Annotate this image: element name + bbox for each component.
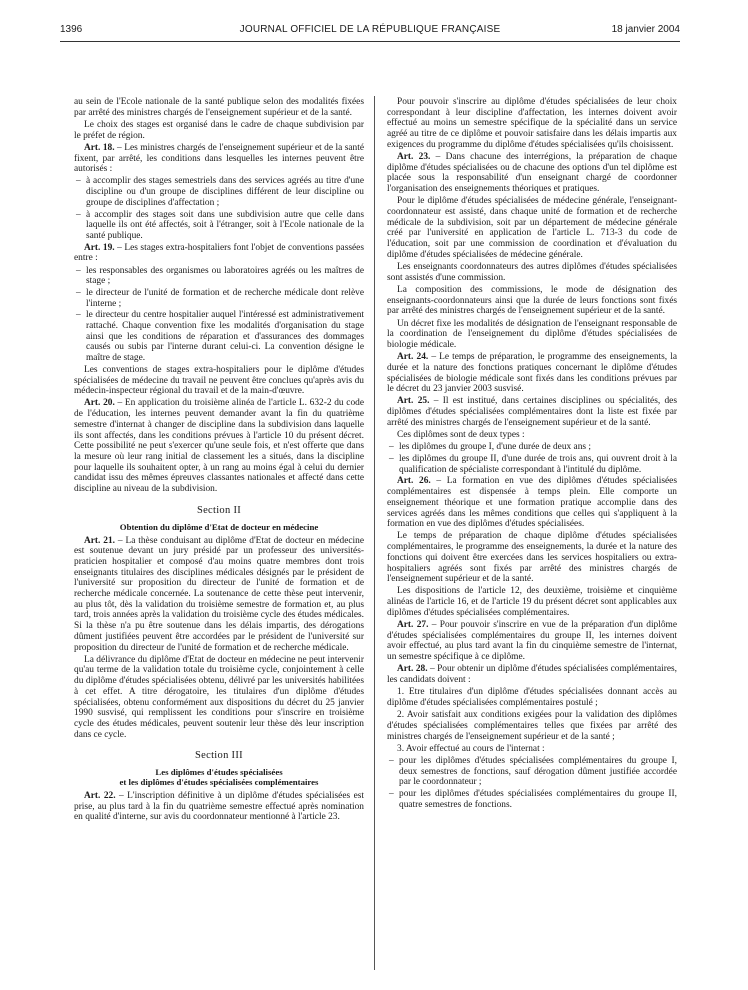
article-text: – Les ministres chargés de l'enseignement supérieur et de la santé fixent, par arrêté, les conditions dans lesquelles les internes peuvent être autorisés :	[74, 142, 364, 175]
article-label: Art. 23.	[397, 152, 431, 163]
article-label: Art. 27.	[397, 620, 429, 631]
article-28	[387, 664, 677, 685]
article-label: Art. 18.	[84, 142, 115, 153]
paragraph: Le choix des stages est organisé dans le cadre de chaque subdivision par le préfet de région.	[74, 119, 364, 141]
section-heading: Section II	[196, 504, 242, 516]
article-text: – Le temps de préparation, le programme des enseignements, la durée et la nature des fonctions pratiques concernant le diplôme d'études spécialisées de biologie médicale sont fixés dans les conditions prévues par le décret du 23 janvier 2003 susvisé.	[387, 352, 677, 395]
list-item: – les diplômes du groupe I, d'une durée de deux ans ;	[389, 442, 592, 453]
list-item-text: pour les diplômes d'études spécialisées complémentaires du groupe II, quatre semestres de fonctions.	[399, 789, 677, 810]
list-item: – les responsables des organismes ou laboratoires agréés ou les maîtres de stage ;	[76, 265, 364, 287]
article-label: Art. 21.	[84, 535, 116, 546]
paragraph: 1. Etre titulaires d'un diplôme d'études spécialisées donnant accès au diplôme d'études spécialisées complémentaires postulé ;	[387, 687, 677, 708]
article-24	[387, 352, 677, 395]
article-27	[387, 620, 677, 663]
article-text: – Dans chacune des interrégions, la préparation de chaque diplôme d'études spécialisées ou de chacune des options d'un tel diplôme est placée sous la responsabilité d'un enseignant chargé de coordonner l'organisation des enseignements théoriques et pratiques.	[387, 152, 677, 195]
article-label: Art. 28.	[397, 664, 428, 675]
list-item: – pour les diplômes d'études spécialisées complémentaires du groupe II, quatre semestres de fonctions.	[389, 789, 677, 810]
article-label: Art. 24.	[397, 352, 429, 363]
list-item: – à accomplir des stages soit dans une subdivision autre que celle dans laquelle ils ont été affectés, soit à l'étranger, soit à l'Ecole nationale de la santé publique.	[76, 209, 364, 241]
article-20	[74, 398, 364, 494]
list-item: – le directeur de l'unité de formation et de recherche médicale dont relève l'interne ;	[76, 287, 364, 309]
list-item-text: pour les diplômes d'études spécialisées complémentaires du groupe I, deux semestres de fonctions, sauf dérogation dûment justifiée accordée par le coordonnateur ;	[399, 755, 677, 788]
list-item-text: à accomplir des stages soit dans une subdivision autre que celle dans laquelle ils ont été affectés, soit à l'étranger, soit à l'Ecole nationale de la santé publique.	[86, 209, 364, 241]
journal-title: JOURNAL OFFICIEL DE LA RÉPUBLIQUE FRANÇAISE	[239, 24, 501, 35]
article-23	[387, 152, 677, 195]
paragraph: Pour le diplôme d'études spécialisées de médecine générale, l'enseignant-coordonnateur est assisté, dans chaque unité de formation et de recherche médicale de la subdivision, soit par un département de médecine générale créé par l'université en application de l'article L. 713-3 du code de l'éducation, soit par une commission de coordination et d'évaluation du diplôme d'études spécialisées de médecine générale.	[387, 196, 677, 260]
article-label: Art. 20.	[84, 398, 115, 409]
paragraph: Les conventions de stages extra-hospitaliers pour le diplôme d'études spécialisées de médecine du travail ne peuvent être conclues qu'après avis du médecin-inspecteur régional du travail et de la main-d'œuvre.	[74, 364, 364, 397]
paragraph: Les enseignants coordonnateurs des autres diplômes d'études spécialisées sont assistés d'une commission.	[387, 262, 677, 283]
article-text: – La thèse conduisant au diplôme d'Etat de docteur en médecine est soutenue devant un jury présidé par un professeur des universités-praticien hospitalier et composé d'au moins quatre membres dont trois enseignants titulaires des disciplines médicales désignés par le président de l'université sur proposition du directeur de l'unité de formation et de recherche médicale concernée. La soutenance de cette thèse peut intervenir, au plus tôt, dès la validation du troisième semestre de formation et, au plus tard, trois années après la validation du troisième cycle des études médicales. Si la thèse n'a pu être soutenue dans les délais impartis, des dérogations dûment justifiées peuvent être accordées par le président de l'université sur proposition du directeur de l'unité de formation et de recherche médicale.	[74, 535, 364, 653]
paragraph: Pour pouvoir s'inscrire au diplôme d'études spécialisées de leur choix correspondant à leur discipline d'affectation, les internes doivent avoir effectué au moins un semestre spécifique de la spécialité dans un service agréé au titre de ce diplôme et pouvoir satisfaire dans les délais impartis aux exigences du programme du diplôme d'études spécialisées qu'ils choisissent.	[387, 97, 677, 150]
article-21	[74, 536, 364, 654]
paragraph: La délivrance du diplôme d'Etat de docteur en médecine ne peut intervenir qu'au terme de la validation totale du troisième cycle, conjointement à celle du diplôme d'études spécialisées obtenu, délivré par les universités habilitées à cet effet. A titre dérogatoire, les titulaires d'un diplôme d'études spécialisées, obtenu conformément aux dispositions du décret du 25 janvier 1990 susvisé, qui remplissent les conditions pour s'inscrire en troisième cycle des études médicales, peuvent soutenir leur thèse dès leur inscription dans ce cycle.	[74, 654, 364, 740]
section-subheading: Obtention du diplôme d'Etat de docteur en médecine	[119, 521, 319, 532]
article-text: – En application du troisième alinéa de l'article L. 632-2 du code de l'éducation, les internes peuvent demander avant la fin du quatrième semestre d'internat à changer de discipline dans la subdivision dans laquelle ils sont affectés, dans les conditions prévues à l'article 10 du présent décret. Cette possibilité ne peut s'exercer qu'une seule fois, et n'est offerte que dans la mesure où leur rang initial de classement les a situés, dans la discipline pour laquelle ils souhaitent opter, à un rang au moins égal à celui du dernier candidat issu des mêmes épreuves classantes nationales et affecté dans cette discipline au niveau de la subdivision.	[74, 398, 364, 495]
header-rule	[60, 41, 680, 42]
list-item-text: le directeur de l'unité de formation et de recherche médicale dont relève l'interne ;	[86, 287, 364, 309]
paragraph: au sein de l'Ecole nationale de la santé publique selon des modalités fixées par arrêté des ministres chargés de l'enseignement supérieur et de la santé.	[74, 97, 364, 118]
column-divider	[374, 96, 375, 970]
page-header	[60, 24, 680, 40]
issue-date: 18 janvier 2004	[611, 24, 680, 35]
subheading-line: et les diplômes d'études spécialisées complémentaires	[119, 777, 319, 788]
list-item: – pour les diplômes d'études spécialisées complémentaires du groupe I, deux semestres de fonctions, sauf dérogation dûment justifiée accordée par le coordonnateur ;	[389, 755, 677, 788]
article-text: – La formation en vue des diplômes d'études spécialisées complémentaires est dispensée à temps plein. Elle comporte un enseignement théorique et une formation pratique accomplie dans des services agréés dans les mêmes conditions que celles qui s'appliquent à la formation en vue des diplômes d'études spécialisées.	[387, 476, 677, 530]
paragraph: Les dispositions de l'article 12, des deuxième, troisième et cinquième alinéas de l'article 16, et de l'article 19 du présent décret sont applicables aux diplômes d'études spécialisées complémentaires.	[387, 586, 677, 618]
article-18	[74, 143, 364, 175]
list-item-text: les responsables des organismes ou laboratoires agréés ou les maîtres de stage ;	[86, 265, 364, 287]
section-subheading	[74, 767, 364, 787]
page-number: 1396	[60, 24, 83, 35]
article-text: – Il est institué, dans certaines disciplines ou spécialités, des diplômes d'études spécialisées complémentaires dont la liste est fixée par arrêté des ministres chargés de l'enseignement supérieur et de la santé.	[387, 396, 677, 428]
article-26	[387, 476, 677, 530]
paragraph: La composition des commissions, le mode de désignation des enseignants-coordonnateurs ainsi que la durée de leurs fonctions sont fixés par arrêté des ministres chargés de l'enseignement supérieur et de la santé.	[387, 284, 677, 317]
article-text: – L'inscription définitive à un diplôme d'études spécialisées est prise, au plus tard à la fin du quatrième semestre effectué après nomination en qualité d'interne, sur avis du coordonnateur mentionné à l'article 23.	[74, 791, 364, 823]
list-item-text: à accomplir des stages semestriels dans des services agréés au titre d'une discipline ou d'un groupe de disciplines différent de leur discipline ou groupe de disciplines d'affectation ;	[86, 176, 364, 208]
article-label: Art. 25.	[397, 396, 430, 407]
right-column	[387, 97, 677, 812]
article-25	[387, 396, 677, 428]
article-text: – Pour obtenir un diplôme d'études spécialisées complémentaires, les candidats doivent :	[387, 664, 677, 686]
article-19	[74, 243, 364, 264]
paragraph: Le temps de préparation de chaque diplôme d'études spécialisées complémentaires, le programme des enseignements, la durée et la nature des fonctions qui doivent être exercées dans les services hospitaliers ou extra-hospitaliers agréés sont fixés par arrêté des ministres chargés de l'enseignement supérieur et de la santé.	[387, 531, 677, 585]
subheading-line: Les diplômes d'études spécialisées	[155, 767, 283, 778]
article-text: – Pour pouvoir s'inscrire en vue de la préparation d'un diplôme d'études spécialisées complémentaires du groupe II, les internes doivent avoir effectué, au plus tard avant la fin du cinquième semestre de l'internat, un semestre spécifique à ce diplôme.	[387, 620, 677, 663]
list-item-text: les diplômes du groupe II, d'une durée de trois ans, qui ouvrent droit à la qualification de spécialiste correspondant à l'intitulé du diplôme.	[399, 454, 677, 475]
article-22	[74, 791, 364, 823]
paragraph: 3. Avoir effectué au cours de l'internat :	[397, 743, 545, 754]
section-heading: Section III	[195, 750, 243, 762]
paragraph: 2. Avoir satisfait aux conditions exigées pour la validation des diplômes d'études spécialisées complémentaires telles que fixées par arrêté des ministres chargés de l'enseignement supérieur et de la santé ;	[387, 710, 677, 742]
article-label: Art. 22.	[84, 791, 116, 802]
left-column	[74, 97, 364, 825]
article-label: Art. 19.	[84, 242, 115, 253]
article-label: Art. 26.	[397, 476, 431, 487]
list-item-text: le directeur du centre hospitalier auquel l'intéressé est administrativement rattaché. Chaque convention fixe les modalités d'organisation du stage ainsi que les conditions de réparation et d'assurances des dommages causés ou subis par l'interne durant celui-ci. La convention désigne le maître de stage.	[86, 310, 364, 364]
list-item-text: les diplômes du groupe I, d'une durée de deux ans ;	[399, 442, 592, 453]
list-item: – les diplômes du groupe II, d'une durée de trois ans, qui ouvrent droit à la qualification de spécialiste correspondant à l'intitulé du diplôme.	[389, 454, 677, 475]
paragraph: Ces diplômes sont de deux types :	[397, 430, 525, 441]
paragraph: Un décret fixe les modalités de désignation de l'enseignant responsable de la coordination de l'enseignement du diplôme d'études spécialisées de biologie médicale.	[387, 318, 677, 350]
list-item: – le directeur du centre hospitalier auquel l'intéressé est administrativement rattaché. Chaque convention fixe les modalités d'organisation du stage ainsi que les conditions de réparation et d'assurances des dommages causés ou subis par l'interne durant celui-ci. La convention désigne le maître de stage.	[76, 310, 364, 364]
article-text: – Les stages extra-hospitaliers font l'objet de conventions passées entre :	[74, 242, 364, 264]
list-item: – à accomplir des stages semestriels dans des services agréés au titre d'une discipline ou d'un groupe de disciplines différent de leur discipline ou groupe de disciplines d'affectation ;	[76, 176, 364, 208]
